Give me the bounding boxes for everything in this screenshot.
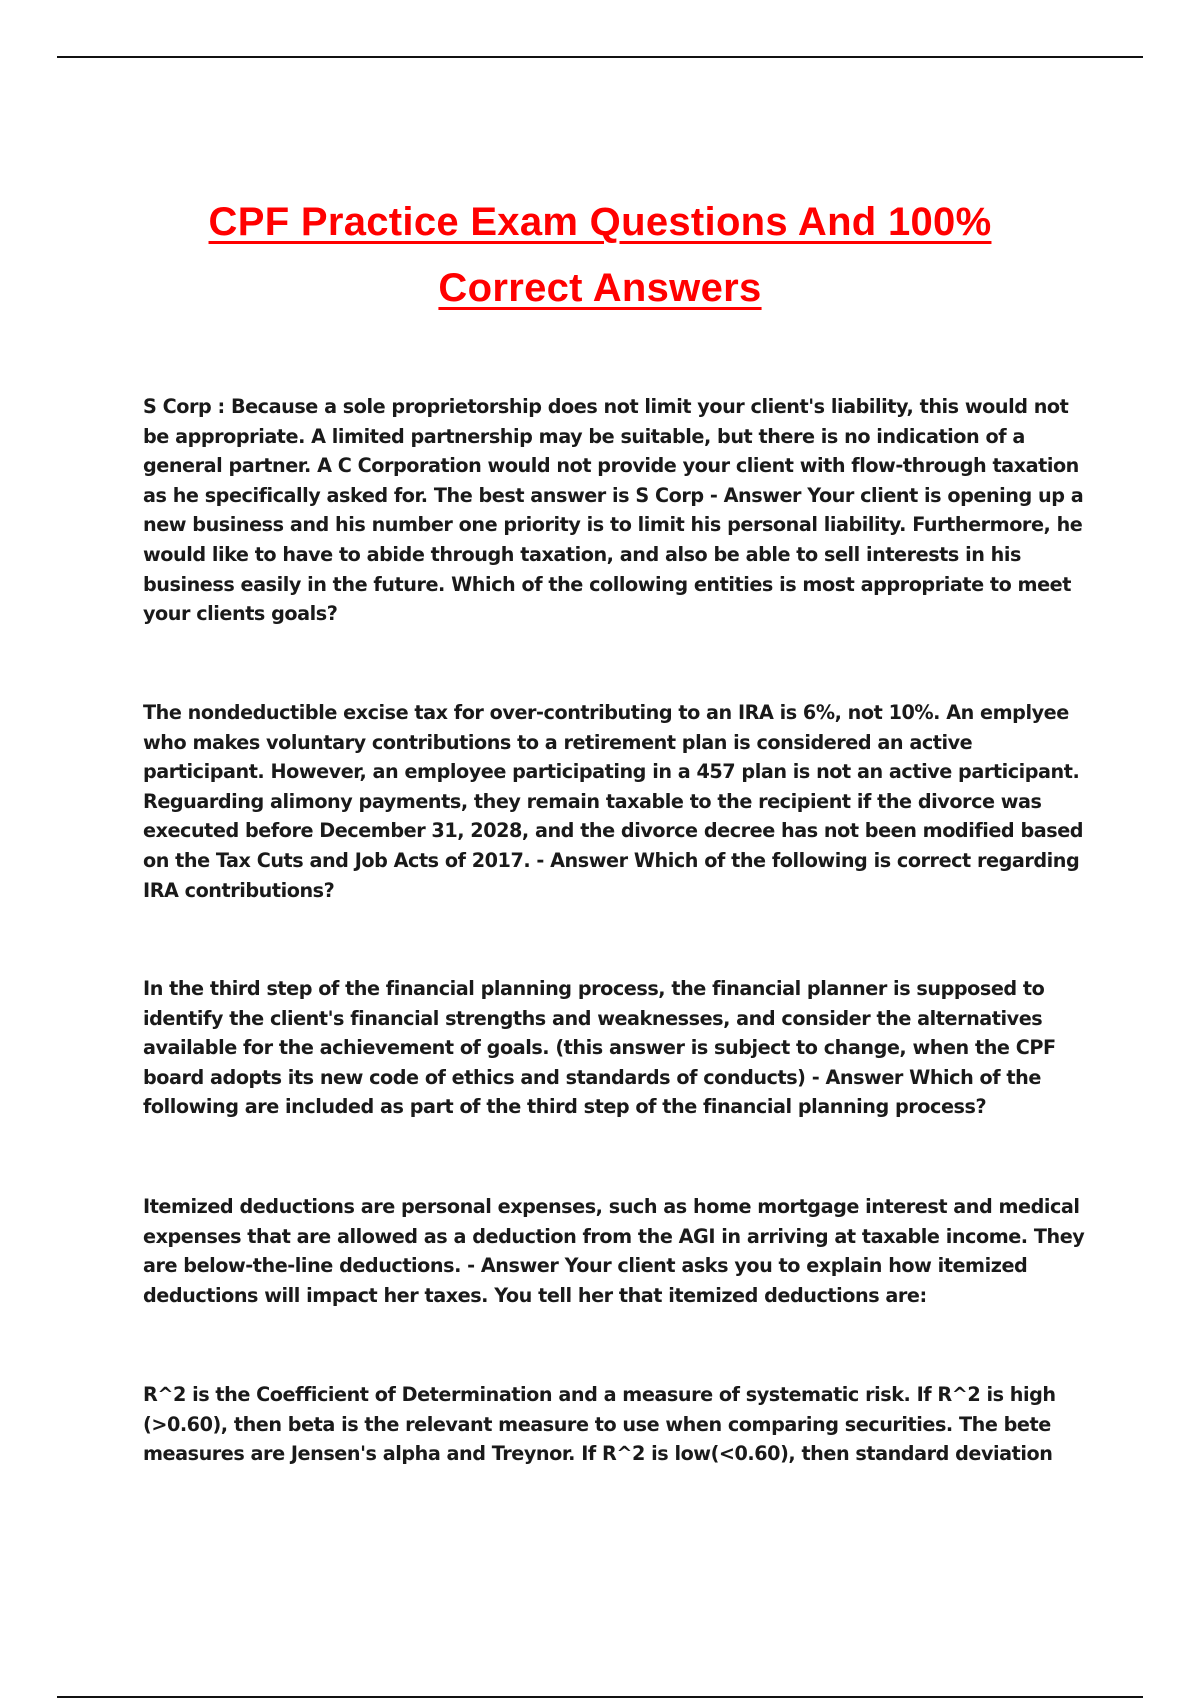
qa-entry-s-corp: S Corp : Because a sole proprietorship does not limit your client's liability, this would not be appropriate. A limited partnership may be suitable, but there is no indication of a general partner. A C Corporation would not provide your client with flow-through taxation as he specifically asked for. The best answer is S Corp - Answer Your client is opening up a new business and his number one priority is to limit his personal liability. Furthermore, he would like to have to abide through taxation, and also be able to sell interests in his business easily in the future. Which of the collowing entities is most appropriate to meet your clients goals? — [143, 395, 1084, 626]
title-line-2: Correct Answers — [438, 266, 762, 310]
qa-entry-planning-process: In the third step of the financial planning process, the financial planner is supposed to identify the client's financial strengths and weaknesses, and consider the alternatives available for the achievement of goals. (this answer is subject to change, when the CPF board adopts its new code of ethics and standards of conducts) - Answer Which of the following are included as part of the third step of the financial planning process? — [143, 977, 1056, 1119]
title-line-1: CPF Practice Exam Questions And 100% — [208, 200, 992, 244]
qa-entry-r-squared: R^2 is the Coefficient of Determination and a measure of systematic risk. If R^2 is high (>0.60), then beta is the relevant measure to use when comparing securities. The bete measures are Jensen's alpha and Treynor. If R^2 is low(<0.60), then standard deviation — [143, 1383, 1056, 1466]
bottom-divider — [57, 1696, 1143, 1698]
qa-entry-itemized-deductions: Itemized deductions are personal expenses, such as home mortgage interest and medical expenses that are allowed as a deduction from the AGI in arriving at taxable income. They are below-the-line deductions. - Answer Your client asks you to explain how itemized deductions will impact her taxes. You tell her that itemized deductions are: — [143, 1195, 1085, 1307]
qa-entry-ira-contributions: The nondeductible excise tax for over-contributing to an IRA is 6%, not 10%. An emplyee who makes voluntary contributions to a retirement plan is considered an active participant. However, an employee participating in a 457 plan is not an active participant. Reguarding alimony payments, they remain taxable to the recipient if the divorce was executed before December 31, 2028, and the divorce decree has not been modified based on the Tax Cuts and Job Acts of 2017. - Answer Which of the following is correct regarding IRA contributions? — [143, 701, 1084, 902]
document-title — [0, 190, 1200, 320]
top-divider — [57, 56, 1143, 58]
